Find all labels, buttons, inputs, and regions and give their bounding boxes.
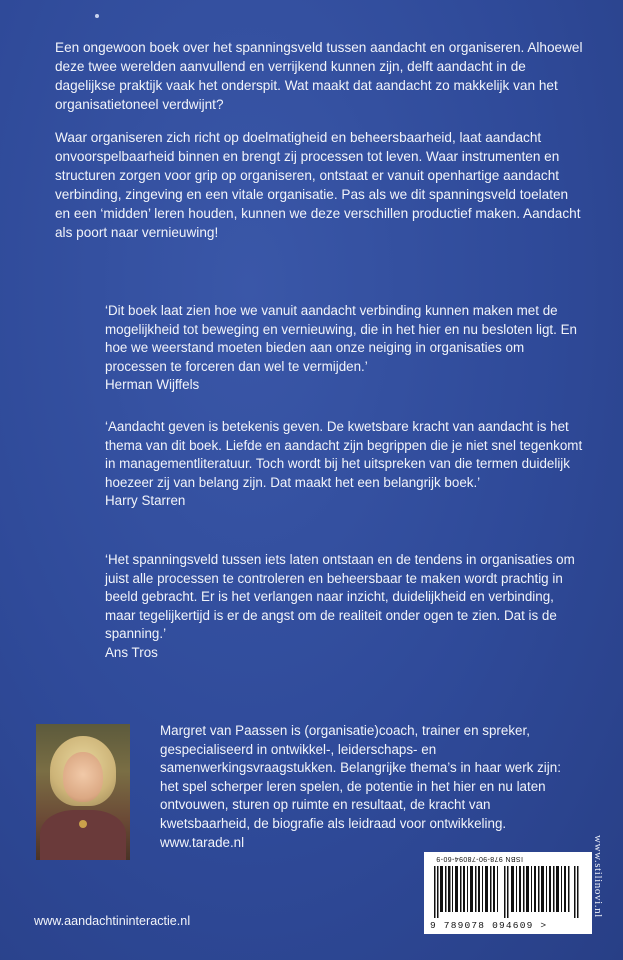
quote-author: Herman Wijffels [105,377,200,393]
isbn-text: ISBN 978-90-78094-60-9 [436,855,524,862]
intro-paragraph-2: Waar organiseren zich richt op doelmatigheid en beheersbaarheid, laat aandacht onvoorspelbaarheid binnen en brengt zij processen tot leven. Waar instrumenten en structuren zorgen voor grip op organiseren, ontstaat er vanuit openhartige aandacht verbinding, zingeving en een vitale organisatie. Pas als we dit spanningsveld toelaten en een ‘midden’ leren houden, kunnen we deze verschillen productief maken. Aandacht als poort naar vernieuwing! [55,130,581,240]
author-bio [160,722,580,852]
author-photo-pendant [79,820,87,828]
author-bio-text: Margret van Paassen is (organisatie)coach, trainer en spreker, gespecialiseerd in ontwikkel-, leiderschaps- en samenwerkingsvraagstukken. Belangrijke thema’s in haar werk zijn: het spel scherper leren spelen, de potentie in het hier en nu laten ontvouwen, sturen op ruimte en resultaat, de kracht van kwetsbaarheid, de biografie als leidraad voor ontwikkeling. [160,723,561,831]
quote-block [105,418,585,511]
quote-text: ‘Dit boek laat zien hoe we vanuit aandacht verbinding kunnen maken met de mogelijkheid tot beweging en vernieuwing, die in het hier en nu besloten ligt. En hoe we weerstand moeten bieden aan onze neiging in organisaties om processen te forceren dan wel te vermijden.’ [105,303,577,374]
intro-paragraph-1: Een ongewoon boek over het spanningsveld tussen aandacht en organiseren. Alhoewel deze twee werelden aanvullend en verrijkend kunnen zijn, delft aandacht in de dagelijkse praktijk vaak het onderspit. Wat maakt dat aandacht zo makkelijk van het organisatietoneel verdwijnt? [55,40,583,112]
quote-author: Ans Tros [105,644,158,660]
barcode-number: 9 789078 094609 > [430,920,548,931]
quote-block [105,302,585,395]
author-website: www.tarade.nl [160,834,245,850]
publisher-url: www.stilinovi.nl [592,835,604,918]
book-website: www.aandachtininteractie.nl [34,914,191,928]
author-photo [36,724,130,860]
quote-text: ‘Het spanningsveld tussen iets laten ontstaan en de tendens in organisaties om juist alle processen te controleren en beheersbaar te maken wordt prachtig in beeld gebracht. Er is het verlangen naar inzicht, duidelijkheid en verbinding, maar tegelijkertijd is er de angst om de realiteit onder ogen te zien. Dat is de spanning.’ [105,552,575,642]
author-photo-face [63,752,103,802]
quote-author: Harry Starren [105,493,186,509]
decorative-dot [95,14,99,18]
quote-block [105,551,585,663]
barcode-icon [434,866,584,918]
author-photo-body [40,810,126,860]
barcode-label [424,852,592,934]
quote-text: ‘Aandacht geven is betekenis geven. De kwetsbare kracht van aandacht is het thema van dit boek. Liefde en aandacht zijn begrippen die je niet snel tegenkomt in managementliteratuur. Toch wordt bij het uitspreken van die termen duidelijk hoezeer zij van belang zijn. Dat maakt het een belangrijk boek.’ [105,419,583,490]
